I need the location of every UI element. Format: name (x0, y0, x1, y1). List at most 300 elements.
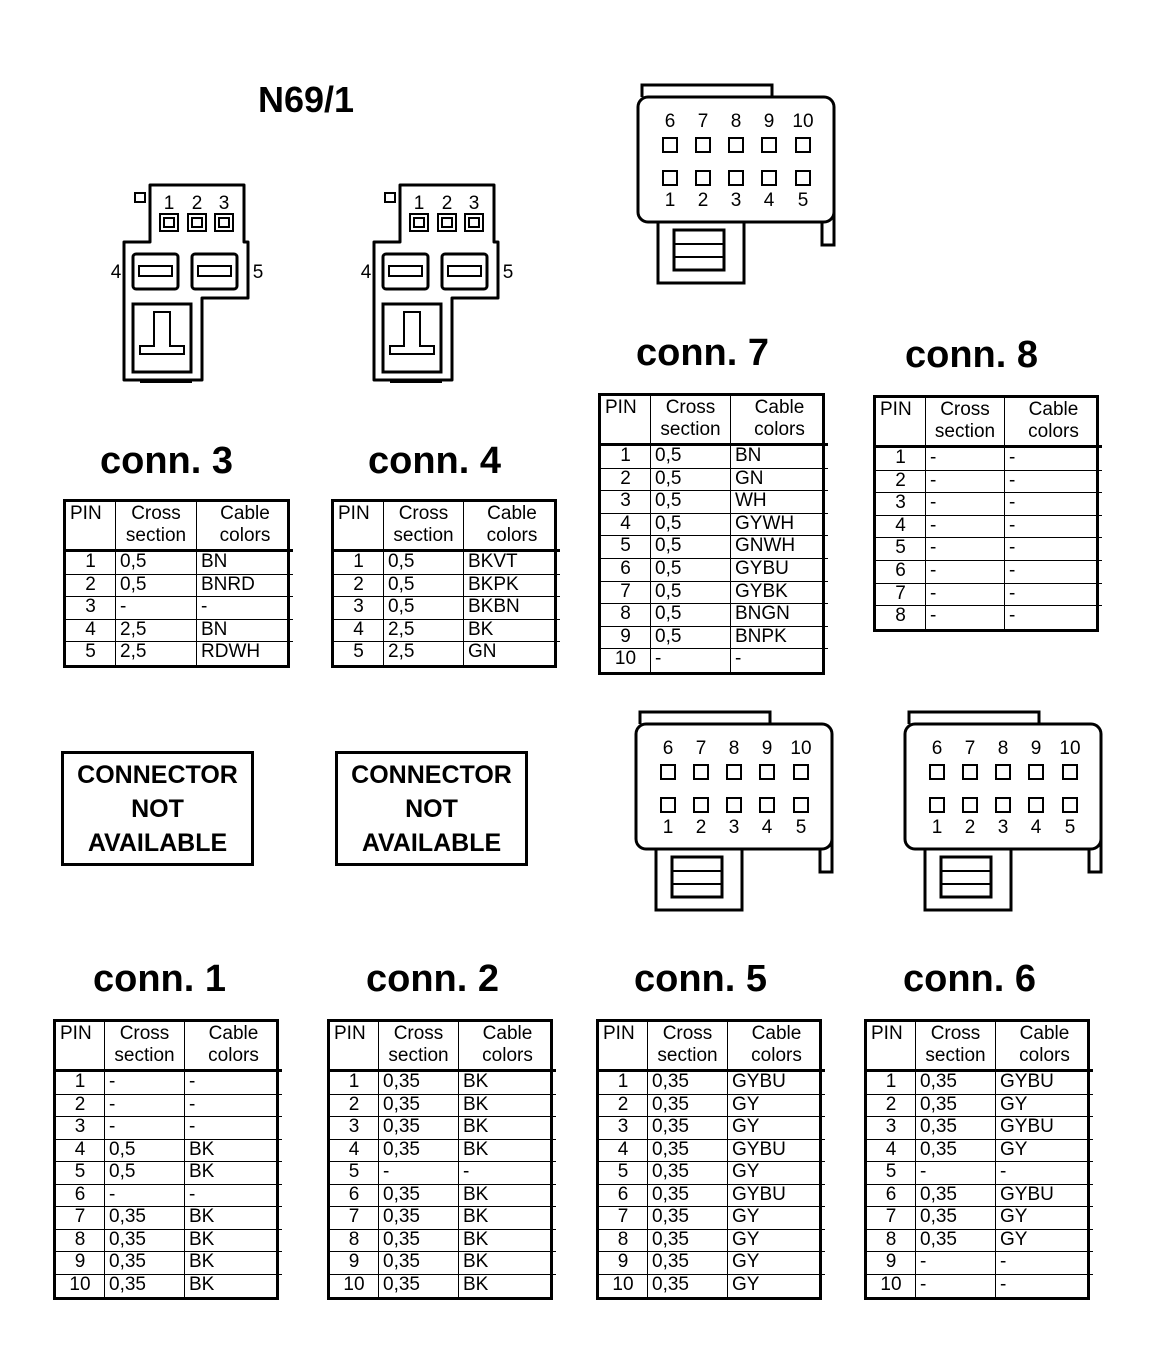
header-text: colors (1028, 421, 1079, 442)
not-available-text: NOT (131, 794, 184, 823)
pin-cell: 10 (330, 1275, 379, 1298)
pin-number-label: 4 (763, 190, 775, 211)
pin-number-label: 5 (797, 190, 809, 211)
cross-section-cell: 0,5 (651, 536, 731, 559)
pin-socket (727, 765, 741, 779)
cable-color-cell: BN (197, 620, 293, 643)
conn3-title: conn. 3 (100, 440, 234, 482)
pin-cell: 7 (330, 1207, 379, 1230)
conn1-title: conn. 1 (93, 958, 227, 1000)
cross-section-cell: 0,35 (379, 1185, 459, 1208)
cable-color-cell: GN (731, 469, 828, 492)
pin-cell: 3 (867, 1117, 916, 1140)
cross-section-cell: 0,35 (916, 1140, 996, 1163)
cross-section-cell: 0,5 (384, 597, 464, 620)
header-text: section (657, 1045, 718, 1066)
locking-clip-window (941, 857, 991, 897)
column-header-cable-colors (197, 502, 293, 552)
cross-section-cell: 0,5 (651, 559, 731, 582)
pin-cell: 4 (330, 1140, 379, 1163)
cable-color-cell: BK (459, 1230, 556, 1253)
conn6-table (864, 1019, 1090, 1300)
header-text: section (393, 525, 454, 546)
column-header-cable-colors (185, 1022, 282, 1072)
cable-color-cell: BN (731, 446, 828, 469)
pin-number-label: 2 (964, 817, 976, 838)
cross-section-cell: - (926, 448, 1005, 471)
pin-cell: 4 (66, 620, 116, 643)
cross-section-cell: 2,5 (384, 620, 464, 643)
pin-cell: 5 (599, 1162, 648, 1185)
cross-section-cell: - (926, 493, 1005, 516)
housing-back (909, 712, 1039, 724)
pin-socket (215, 214, 233, 231)
header-text: Cross (119, 1023, 170, 1044)
cable-color-cell: GYBU (731, 559, 828, 582)
cross-section-cell: 0,35 (916, 1185, 996, 1208)
pin-socket (930, 765, 944, 779)
column-header-cross-section (379, 1022, 459, 1072)
not-available-text: AVAILABLE (361, 828, 502, 857)
cross-section-cell: 2,5 (116, 620, 197, 643)
cross-section-cell: - (926, 538, 1005, 561)
pin-cell: 3 (876, 493, 926, 516)
pin-cell: 1 (876, 448, 926, 471)
pin-cell: 7 (867, 1207, 916, 1230)
pin-cell: 9 (56, 1252, 105, 1275)
cable-color-cell: - (1009, 606, 1016, 627)
conn3-table (63, 499, 290, 668)
cable-color-cell: BK (189, 1274, 215, 1295)
pin-cell: 3 (330, 1117, 379, 1140)
pin-number-label: 10 (1059, 738, 1081, 759)
pin-number-label: 2 (441, 193, 453, 214)
header-text: Cable (220, 503, 270, 524)
header-text: section (660, 419, 721, 440)
pin-cell: 5 (601, 536, 651, 559)
header-text: Cross (393, 1023, 444, 1044)
not-available-text: NOT (405, 794, 458, 823)
pin-number-label: 9 (1030, 738, 1042, 759)
cable-color-cell: GY (728, 1230, 825, 1253)
cross-section-cell: 0,35 (648, 1185, 728, 1208)
cross-section-cell: 0,5 (105, 1162, 185, 1185)
cable-color-cell: BK (185, 1230, 282, 1253)
locking-clip-key (140, 312, 184, 354)
cable-color-cell: - (1005, 493, 1102, 516)
pin-cell: 1 (56, 1072, 105, 1095)
conn2-table (327, 1019, 553, 1300)
cross-section-cell: - (105, 1095, 185, 1118)
pin-number-label: 5 (1064, 817, 1076, 838)
pin-socket-inner (164, 218, 174, 227)
pin-number-label: 3 (728, 817, 740, 838)
conn2-title: conn. 2 (366, 958, 500, 1000)
cross-section-cell: - (105, 1185, 185, 1208)
header-text: Cross (398, 503, 449, 524)
cable-color-cell: GYBU (996, 1072, 1093, 1095)
pin-number-label: 1 (413, 193, 425, 214)
connector-not-available-box (61, 751, 254, 866)
header-text: colors (1019, 1045, 1070, 1066)
cross-section-cell: - (105, 1072, 185, 1095)
pin-cell: 2 (56, 1095, 105, 1118)
conn8-title: conn. 8 (905, 334, 1039, 376)
pin-cell: 9 (867, 1252, 916, 1275)
cable-color-cell: BNGN (731, 604, 828, 627)
pin-socket (996, 765, 1010, 779)
cross-section-cell: 0,5 (651, 491, 731, 514)
cross-section-cell: - (651, 649, 731, 672)
cable-color-cell: GY (996, 1140, 1093, 1163)
cable-color-cell: - (1005, 516, 1102, 539)
cross-section-cell: 0,35 (379, 1095, 459, 1118)
conn4-title: conn. 4 (368, 440, 502, 482)
pin-cell: 9 (601, 627, 651, 650)
pin-cell: 2 (334, 575, 384, 598)
pin-socket (762, 138, 776, 152)
cross-section-cell: 0,5 (651, 604, 731, 627)
latch-tab (820, 742, 832, 872)
cable-color-cell: GNWH (731, 536, 828, 559)
cross-section-cell: 0,35 (916, 1117, 996, 1140)
cross-section-cell: 0,35 (379, 1140, 459, 1163)
cable-color-cell: - (996, 1252, 1093, 1275)
cable-color-cell: WH (731, 491, 828, 514)
cable-color-cell: GN (468, 642, 497, 663)
cable-color-cell: BK (459, 1072, 556, 1095)
pin-cell: 8 (876, 606, 926, 629)
pin-cell: 7 (56, 1207, 105, 1230)
cable-color-cell: - (197, 597, 293, 620)
cable-color-cell: BK (459, 1095, 556, 1118)
latch-tab (385, 193, 395, 202)
cable-color-cell: BK (464, 620, 560, 643)
pin-cell: 3 (601, 491, 651, 514)
cross-section-cell: - (926, 606, 1005, 629)
pin-socket (729, 171, 743, 185)
cross-section-cell: 0,35 (379, 1117, 459, 1140)
pin-socket-inner (219, 218, 229, 227)
cross-section-cell: 0,35 (379, 1275, 459, 1298)
pin-number-label: 6 (931, 738, 943, 759)
not-available-text: CONNECTOR (77, 760, 238, 789)
column-header-cross-section (651, 396, 731, 446)
header-text: Cable (1028, 399, 1079, 420)
locking-clip-key (390, 312, 434, 354)
cable-color-cell: - (735, 649, 742, 670)
pin-cell: 5 (334, 642, 384, 665)
pin-cell: 5 (66, 642, 116, 665)
power-socket-blade (448, 266, 481, 276)
cable-color-cell: BK (459, 1207, 556, 1230)
pin-cell: 8 (56, 1230, 105, 1253)
pin-cell: 4 (601, 514, 651, 537)
pin-cell: 4 (876, 516, 926, 539)
pin-cell: 3 (334, 597, 384, 620)
header-text: Cable (487, 503, 537, 524)
cross-section-cell: 0,35 (648, 1252, 728, 1275)
cross-section-cell: - (116, 597, 197, 620)
cable-color-cell: - (1005, 471, 1102, 494)
pin-cell: 6 (56, 1185, 105, 1208)
pin-number-label: 7 (695, 738, 707, 759)
cable-color-cell: BK (459, 1185, 556, 1208)
conn8-table (873, 395, 1099, 632)
cross-section-cell: 0,35 (648, 1095, 728, 1118)
conn5-table (596, 1019, 822, 1300)
cross-section-cell: - (379, 1162, 459, 1185)
cable-color-cell: GY (728, 1095, 825, 1118)
pin-number-label: 5 (252, 262, 264, 283)
pin-socket (794, 798, 808, 812)
pin-cell: 4 (599, 1140, 648, 1163)
pin-socket (160, 214, 178, 231)
cross-section-cell: - (926, 561, 1005, 584)
column-header-pin: PIN (876, 398, 926, 448)
cable-color-cell: GY (732, 1274, 760, 1295)
pin-cell: 3 (599, 1117, 648, 1140)
cable-color-cell: GY (728, 1117, 825, 1140)
latch-tab (1089, 742, 1101, 872)
pin-socket (1029, 798, 1043, 812)
column-header-pin: PIN (66, 502, 116, 552)
pin-cell: 9 (599, 1252, 648, 1275)
cable-color-cell: - (1005, 448, 1102, 471)
conn6-title: conn. 6 (903, 958, 1037, 1000)
latch-tab (135, 193, 145, 202)
header-text: Cable (754, 397, 805, 418)
pin-socket (410, 214, 428, 231)
cable-color-cell: GY (728, 1162, 825, 1185)
pin-number-label: 8 (730, 111, 742, 132)
pin-number-label: 1 (662, 817, 674, 838)
locking-clip (383, 304, 441, 372)
pin-socket (796, 171, 810, 185)
cross-section-cell: 0,35 (648, 1230, 728, 1253)
pin-cell: 6 (330, 1185, 379, 1208)
cross-section-cell: 0,5 (105, 1140, 185, 1163)
pin-cell: 6 (601, 559, 651, 582)
pin-number-label: 3 (218, 193, 230, 214)
cable-color-cell: GY (996, 1230, 1093, 1253)
cross-section-cell: 0,35 (648, 1117, 728, 1140)
cross-section-cell: 0,5 (116, 575, 197, 598)
column-header-pin: PIN (334, 502, 384, 552)
cable-color-cell: BK (459, 1140, 556, 1163)
pin-socket (696, 138, 710, 152)
cross-section-cell: 0,35 (105, 1275, 185, 1298)
pin-cell: 1 (334, 552, 384, 575)
power-socket-blade (198, 266, 231, 276)
pin-number-label: 3 (468, 193, 480, 214)
pin-socket (996, 798, 1010, 812)
header-text: colors (486, 525, 538, 546)
pin-number-label: 4 (1030, 817, 1042, 838)
pin-socket (760, 798, 774, 812)
pin-cell: 10 (867, 1275, 916, 1298)
pin-cell: 7 (876, 584, 926, 607)
cross-section-cell: 0,35 (648, 1072, 728, 1095)
pin-socket (1063, 798, 1077, 812)
cable-color-cell: - (1005, 584, 1102, 607)
cross-section-cell: 0,5 (651, 627, 731, 650)
pin-socket (729, 138, 743, 152)
cross-section-cell: 0,35 (105, 1252, 185, 1275)
pin-cell: 4 (334, 620, 384, 643)
header-text: colors (751, 1045, 802, 1066)
cross-section-cell: 0,5 (384, 552, 464, 575)
header-text: section (125, 525, 187, 546)
cable-color-cell: GY (996, 1207, 1093, 1230)
pin-socket (1029, 765, 1043, 779)
pin-cell: 8 (867, 1230, 916, 1253)
cable-color-cell: BK (185, 1252, 282, 1275)
cable-color-cell: - (185, 1095, 282, 1118)
cross-section-cell: 0,35 (105, 1230, 185, 1253)
conn4-table (331, 499, 557, 668)
pin-socket (930, 798, 944, 812)
pin-number-label: 4 (360, 262, 372, 283)
pin-socket-inner (469, 218, 479, 227)
housing-back (640, 712, 770, 724)
cross-section-cell: 0,5 (116, 552, 197, 575)
pin-cell: 9 (330, 1252, 379, 1275)
cable-color-cell: BKVT (464, 552, 560, 575)
pin-number-label: 7 (964, 738, 976, 759)
column-header-cable-colors (459, 1022, 556, 1072)
cable-color-cell: BNPK (731, 627, 828, 650)
pin-socket (465, 214, 483, 231)
header-text: Cross (662, 1023, 713, 1044)
column-header-cable-colors (464, 502, 560, 552)
pin-socket (1063, 765, 1077, 779)
cable-color-cell: GY (728, 1252, 825, 1275)
power-socket-blade (139, 266, 172, 276)
pin-cell: 8 (601, 604, 651, 627)
pin-number-label: 2 (695, 817, 707, 838)
conn7-table (598, 393, 825, 675)
cable-color-cell: - (185, 1072, 282, 1095)
pin-cell: 8 (330, 1230, 379, 1253)
column-header-pin: PIN (599, 1022, 648, 1072)
header-text: colors (482, 1045, 533, 1066)
column-header-pin: PIN (867, 1022, 916, 1072)
pin-number-label: 10 (792, 111, 814, 132)
column-header-cross-section (916, 1022, 996, 1072)
pin-cell: 5 (867, 1162, 916, 1185)
cross-section-cell: 0,35 (105, 1207, 185, 1230)
pin-cell: 3 (56, 1117, 105, 1140)
pin-cell: 10 (599, 1275, 648, 1298)
cross-section-cell: 0,5 (651, 582, 731, 605)
pin-number-label: 4 (110, 262, 122, 283)
pin-cell: 1 (601, 446, 651, 469)
conn7-title: conn. 7 (636, 332, 770, 374)
header-text: Cable (482, 1023, 533, 1044)
pin-number-label: 9 (763, 111, 775, 132)
pin-cell: 7 (599, 1207, 648, 1230)
cross-section-cell: 0,5 (651, 446, 731, 469)
cross-section-cell: 2,5 (116, 642, 197, 665)
pin-number-label: 10 (790, 738, 812, 759)
locking-clip (133, 304, 191, 372)
pin-socket-inner (442, 218, 452, 227)
pin-cell: 5 (330, 1162, 379, 1185)
cable-color-cell: GYWH (731, 514, 828, 537)
pin-cell: 7 (601, 582, 651, 605)
column-header-cross-section (384, 502, 464, 552)
pin-cell: 2 (66, 575, 116, 598)
cross-section-cell: - (105, 1117, 185, 1140)
cross-section-cell: 0,5 (384, 575, 464, 598)
locking-clip-window (672, 857, 722, 897)
pin-cell: 6 (876, 561, 926, 584)
pin-number-label: 2 (191, 193, 203, 214)
cross-section-cell: 0,35 (379, 1072, 459, 1095)
cable-color-cell: RDWH (201, 642, 261, 663)
cross-section-cell: 0,35 (648, 1162, 728, 1185)
pin-cell: 1 (66, 552, 116, 575)
pin-socket (794, 765, 808, 779)
column-header-cross-section (648, 1022, 728, 1072)
pin-cell: 6 (867, 1185, 916, 1208)
cross-section-cell: 0,35 (648, 1207, 728, 1230)
pin-cell: 2 (330, 1095, 379, 1118)
pin-number-label: 1 (163, 193, 175, 214)
pin-cell: 10 (601, 649, 651, 672)
header-text: colors (208, 1045, 259, 1066)
cable-color-cell: GYBK (731, 582, 828, 605)
pin-socket (663, 138, 677, 152)
header-text: colors (219, 525, 271, 546)
cross-section-cell: 2,5 (384, 642, 464, 665)
column-header-cable-colors (728, 1022, 825, 1072)
cable-color-cell: GYBU (728, 1072, 825, 1095)
cable-color-cell: GY (996, 1095, 1093, 1118)
column-header-pin: PIN (601, 396, 651, 446)
cross-section-cell: 0,35 (648, 1140, 728, 1163)
pin-socket (661, 765, 675, 779)
housing-back (642, 85, 772, 97)
pin-socket (796, 138, 810, 152)
pin-cell: 6 (599, 1185, 648, 1208)
cable-color-cell: BK (185, 1207, 282, 1230)
pin-cell: 2 (599, 1095, 648, 1118)
pin-number-label: 5 (795, 817, 807, 838)
pin-socket (188, 214, 206, 231)
latch-tab (822, 115, 834, 245)
cable-color-cell: BK (463, 1274, 489, 1295)
cross-section-cell: - (916, 1275, 996, 1298)
pin-number-label: 1 (931, 817, 943, 838)
pin-socket (760, 765, 774, 779)
pin-socket (661, 798, 675, 812)
cross-section-cell: 0,35 (916, 1072, 996, 1095)
cable-color-cell: - (1005, 561, 1102, 584)
conn1-table (53, 1019, 279, 1300)
cable-color-cell: BK (459, 1252, 556, 1275)
cross-section-cell: - (916, 1252, 996, 1275)
pin-socket-inner (414, 218, 424, 227)
power-socket-blade (389, 266, 422, 276)
cable-color-cell: - (996, 1162, 1093, 1185)
pin-cell: 1 (330, 1072, 379, 1095)
cross-section-cell: 0,5 (651, 514, 731, 537)
pin-cell: 1 (867, 1072, 916, 1095)
pin-cell: 2 (867, 1095, 916, 1118)
pin-number-label: 1 (664, 190, 676, 211)
